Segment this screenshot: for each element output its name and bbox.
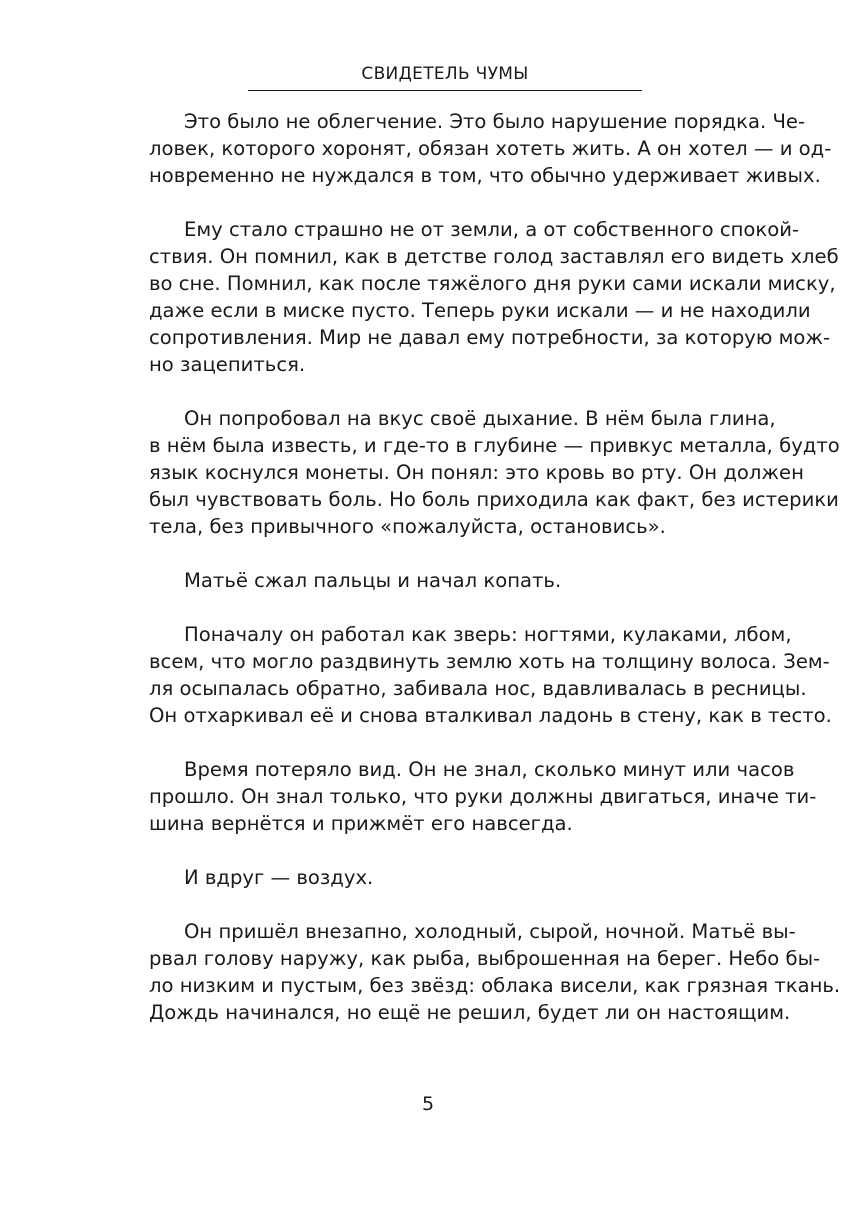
running-head-title: СВИДЕТЕЛЬ ЧУМЫ <box>361 64 529 84</box>
text-line: ло низким и пустым, без звёзд: облака висели, как грязная ткань. <box>149 974 841 997</box>
text-line: но зацепиться. <box>149 353 306 376</box>
text-line: Время потеряло вид. Он не знал, сколько минут или часов <box>184 758 795 781</box>
body-text <box>149 108 841 1053</box>
text-line: Дождь начинался, но ещё не решил, будет ли он настоящим. <box>149 1001 791 1024</box>
text-line: был чувствовать боль. Но боль приходила как факт, без истерики <box>149 488 839 511</box>
text-line: ствия. Он помнил, как в детстве голод заставлял его видеть хлеб <box>149 245 839 268</box>
text-line: Он попробовал на вкус своё дыхание. В нём была глина, <box>184 407 776 430</box>
text-line: ловек, которого хоронят, обязан хотеть жить. А он хотел — и од- <box>149 137 832 160</box>
text-line: язык коснулся монеты. Он понял: это кровь во рту. Он должен <box>149 461 804 484</box>
header-rule <box>248 90 642 91</box>
paragraph-8 <box>149 918 841 1026</box>
text-line: прошло. Он знал только, что руки должны двигаться, иначе ти- <box>149 785 817 808</box>
text-line: ля осыпалась обратно, забивала нос, вдавливалась в ресницы. <box>149 677 807 700</box>
text-line: рвал голову наружу, как рыба, выброшенная на берег. Небо бы- <box>149 947 821 970</box>
text-line: шина вернётся и прижмёт его навсегда. <box>149 812 573 835</box>
text-line: даже если в миске пусто. Теперь руки искали — и не находили <box>149 299 811 322</box>
text-line: Ему стало страшно не от земли, а от собственного спокой- <box>184 218 800 241</box>
paragraph-7 <box>149 864 743 891</box>
text-line: Он отхаркивал её и снова вталкивал ладонь в стену, как в тесто. <box>149 704 832 727</box>
text-line: Матьё сжал пальцы и начал копать. <box>184 569 562 592</box>
text-line: в нём была известь, и где-то в глубине — привкус металла, будто <box>149 434 840 457</box>
paragraph-1 <box>149 108 832 189</box>
text-line: тела, без привычного «пожалуйста, остановись». <box>149 515 666 538</box>
text-line: всем, что могло раздвинуть землю хоть на толщину волоса. Зем- <box>149 650 830 673</box>
text-line: новременно не нуждался в том, что обычно удерживает живых. <box>149 164 821 187</box>
text-line: во сне. Помнил, как после тяжёлого дня руки сами искали миску, <box>149 272 836 295</box>
paragraph-3 <box>149 405 840 540</box>
paragraph-2 <box>149 216 839 378</box>
paragraph-4 <box>149 567 743 594</box>
text-line: сопротивления. Мир не давал ему потребности, за которую мож- <box>149 326 831 349</box>
text-line: И вдруг — воздух. <box>184 866 374 889</box>
page-number: 5 <box>421 1093 435 1115</box>
text-line: Поначалу он работал как зверь: ногтями, кулаками, лбом, <box>184 623 792 646</box>
text-line: Это было не облегчение. Это было нарушение порядка. Че- <box>184 110 806 133</box>
text-line: Он пришёл внезапно, холодный, сырой, ночной. Матьё вы- <box>184 920 796 943</box>
paragraph-5 <box>149 621 832 729</box>
paragraph-6 <box>149 756 817 837</box>
